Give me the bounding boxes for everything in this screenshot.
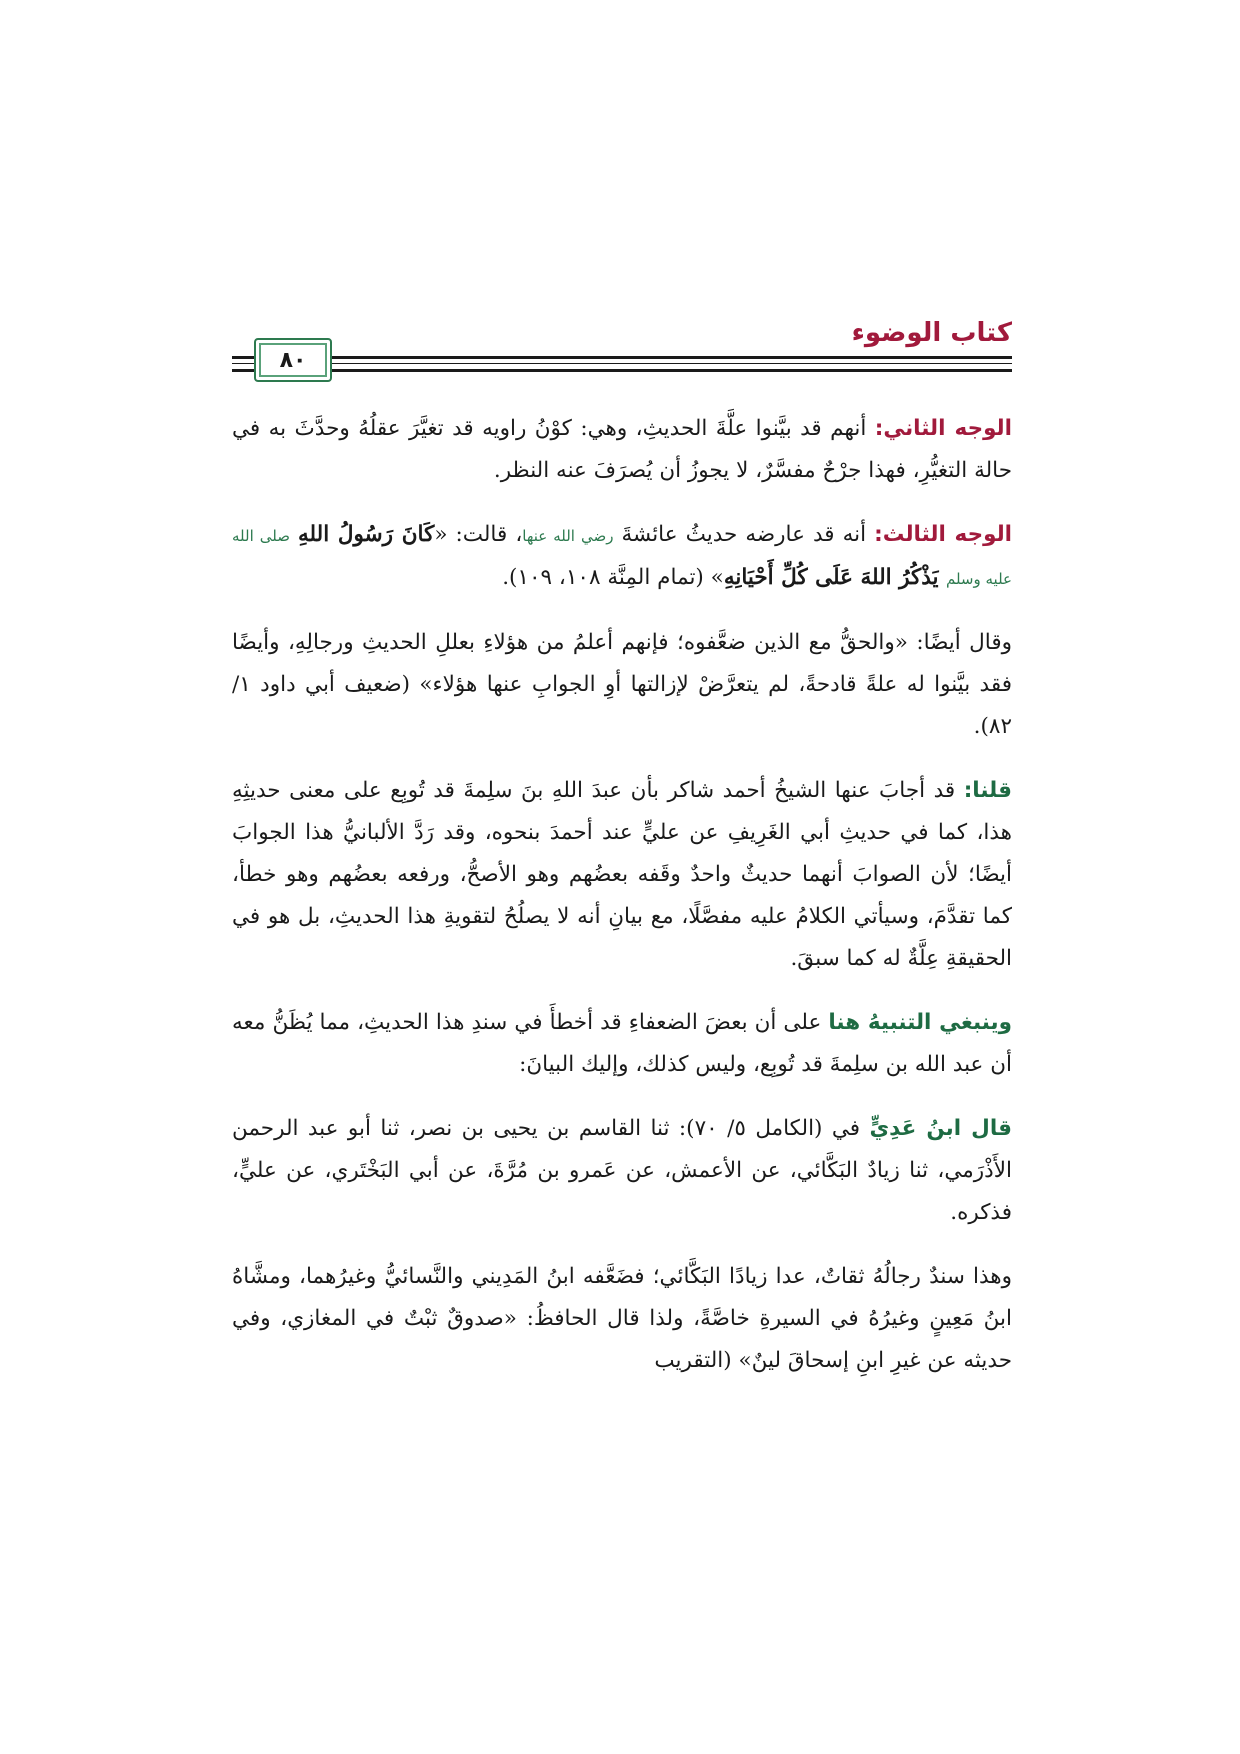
honorific-symbol: رضي الله عنها: [522, 527, 614, 545]
honorific-symbol: صلى الله عليه وسلم: [232, 527, 1012, 588]
paragraph-note: [232, 1002, 1012, 1086]
header-rule-top: [232, 356, 1012, 359]
paragraph-label: قلنا:: [963, 778, 1012, 803]
paragraph-text: وقال أيضًا: «والحقُّ مع الذين ضعَّفوه؛ فإنهم أعلمُ من هؤلاءِ بعللِ الحديثِ ورجالِهِ، وأيضًا فقد بيَّنوا له علةً قادحةً، لم يتعرَّضْ لإزالتها أوِ الجوابِ عنها هؤلاء» (ضعيف أبي داود ١/ ٨٢).: [232, 630, 1012, 739]
page-header: [232, 318, 1012, 378]
page-number-badge: [254, 338, 332, 382]
paragraph-label: قال ابنُ عَدِيٍّ: [869, 1116, 1012, 1141]
paragraph-text: على أن بعضَ الضعفاءِ قد أخطأَ في سندِ هذا الحديثِ، مما يُظَنُّ معه أن عبد الله بن سلِمةَ قد تُوبِع، وليس كذلك، وإليك البيانَ:: [232, 1010, 1012, 1077]
paragraph-third-aspect: [232, 514, 1012, 600]
paragraph-albani-quote: [232, 622, 1012, 748]
paragraph-text: ، قالت: «: [434, 522, 523, 547]
hadith-quote: كَانَ رَسُولُ اللهِ: [298, 522, 435, 547]
paragraph-second-aspect: [232, 408, 1012, 492]
paragraph-label: الوجه الثاني:: [874, 416, 1012, 441]
paragraph-text: أنه قد عارضه حديثُ عائشةَ: [613, 522, 875, 547]
header-rule-bottom: [232, 369, 1012, 372]
paragraph-ibn-adi: [232, 1108, 1012, 1234]
header-rule-middle: [232, 363, 1012, 364]
paragraph-text: وهذا سندٌ رجالُهُ ثقاتٌ، عدا زيادًا البَكَّائي؛ فضَعَّفه ابنُ المَدِيني والنَّسائيُّ وغيرُهما، ومشَّاهُ ابنُ مَعِينٍ وغيرُهُ في السيرةِ خاصَّةً، ولذا قال الحافظُ: «صدوقٌ ثبْتٌ في المغازي، وفي حديثه عن غيرِ ابنِ إسحاقَ لينٌ» (التقريب: [232, 1264, 1012, 1373]
paragraph-text: أنهم قد بيَّنوا علَّةَ الحديثِ، وهي: كوْنُ راويه قد تغيَّرَ عقلُهُ وحدَّثَ به في حالة التغيُّرِ، فهذا جرْحٌ مفسَّرٌ، لا يجوزُ أن يُصرَفَ عنه النظر.: [232, 416, 1012, 483]
paragraph-chain-analysis: [232, 1256, 1012, 1382]
paragraph-text: قد أجابَ عنها الشيخُ أحمد شاكر بأن عبدَ اللهِ بنَ سلِمةَ قد تُوبِع على معنى حديثِهِ هذا، كما في حديثِ أبي الغَرِيفِ عن عليٍّ عند أحمدَ بنحوه، وقد رَدَّ الألبانيُّ هذا الجوابَ أيضًا؛ لأن الصوابَ أنهما حديثٌ واحدٌ وقَفه بعضُهم وهو الأصحُّ، ورفعه بعضُهم وهو خطأ، كما تقدَّمَ، وسيأتي الكلامُ عليه مفصَّلًا، مع بيانِ أنه لا يصلُحُ لتقويةِ هذا الحديثِ، بل هو في الحقيقةِ عِلَّةٌ له كما سبقَ.: [232, 778, 1012, 971]
page-number: ٨٠: [279, 347, 307, 373]
paragraph-label: الوجه الثالث:: [874, 522, 1013, 547]
paragraph-text: في (الكامل ٥/ ٧٠): ثنا القاسم بن يحيى بن نصر، ثنا أبو عبد الرحمن الأَذْرَمي، ثنا زيادٌ البَكَّائي، عن الأعمش، عن عَمرو بن مُرَّةَ، عن أبي البَخْتَري، عن عليٍّ، فذكره.: [232, 1116, 1012, 1225]
paragraph-label: وينبغي التنبيهُ هنا: [828, 1010, 1012, 1035]
book-title: كتاب الوضوء: [851, 318, 1012, 348]
paragraph-our-reply: [232, 770, 1012, 980]
page-body: [232, 408, 1012, 1404]
hadith-quote: يَذْكُرُ اللهَ عَلَى كُلِّ أَحْيَانِهِ: [723, 565, 946, 590]
paragraph-text: » (تمام المِنَّة ١٠٨، ١٠٩).: [502, 565, 724, 590]
